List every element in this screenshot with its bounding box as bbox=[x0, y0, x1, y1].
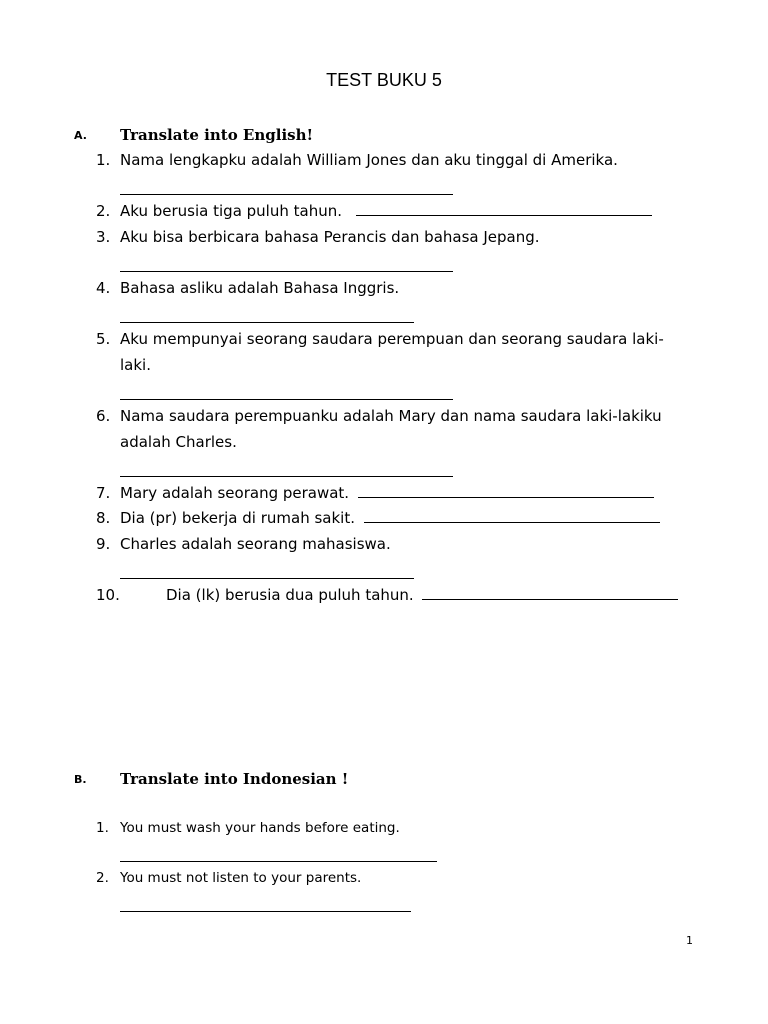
question-a5 bbox=[74, 327, 714, 404]
answer-line[interactable] bbox=[358, 483, 654, 498]
question-number: 5. bbox=[96, 330, 111, 349]
section-a-header bbox=[74, 126, 714, 148]
question-number: 6. bbox=[96, 406, 111, 425]
section-a-heading: Translate into English! bbox=[120, 126, 314, 144]
question-a1 bbox=[74, 148, 714, 199]
question-a3 bbox=[74, 225, 714, 276]
question-text: Dia (lk) berusia dua puluh tahun. bbox=[166, 586, 414, 605]
answer-line[interactable] bbox=[120, 911, 411, 912]
question-number: 7. bbox=[96, 483, 111, 502]
answer-line[interactable] bbox=[120, 194, 453, 195]
page-number: 1 bbox=[686, 934, 693, 947]
question-text: Nama lengkapku adalah William Jones dan aku tinggal di Amerika. bbox=[120, 151, 618, 169]
question-b1 bbox=[74, 816, 714, 866]
question-text: Nama saudara perempuanku adalah Mary dan nama saudara laki-lakiku adalah Charles. bbox=[120, 406, 662, 451]
answer-line[interactable] bbox=[356, 201, 652, 216]
answer-line[interactable] bbox=[364, 508, 660, 523]
question-text: Charles adalah seorang mahasiswa. bbox=[120, 534, 391, 553]
section-b-heading: Translate into Indonesian ! bbox=[120, 770, 349, 788]
answer-line[interactable] bbox=[120, 578, 414, 579]
question-text: You must not listen to your parents. bbox=[120, 870, 362, 886]
question-text: Dia (pr) bekerja di rumah sakit. bbox=[120, 509, 355, 528]
question-text: Mary adalah seorang perawat. bbox=[120, 483, 350, 502]
answer-line[interactable] bbox=[120, 476, 453, 477]
question-number: 9. bbox=[96, 534, 111, 553]
answer-line[interactable] bbox=[120, 322, 414, 323]
question-text: Aku bisa berbicara bahasa Perancis dan bahasa Jepang. bbox=[120, 227, 540, 246]
question-a8 bbox=[74, 506, 714, 532]
question-a7 bbox=[74, 481, 714, 507]
question-number: 1. bbox=[96, 820, 109, 836]
question-number: 10. bbox=[96, 586, 120, 605]
question-a9 bbox=[74, 532, 714, 583]
question-list-a bbox=[74, 148, 714, 609]
question-number: 4. bbox=[96, 278, 111, 297]
section-b bbox=[74, 770, 714, 916]
question-number: 8. bbox=[96, 509, 111, 528]
answer-line[interactable] bbox=[422, 585, 678, 600]
question-number: 2. bbox=[96, 202, 111, 221]
section-a bbox=[74, 126, 714, 609]
section-a-letter: A. bbox=[74, 129, 87, 142]
question-number: 2. bbox=[96, 870, 109, 886]
question-number: 1. bbox=[96, 151, 111, 169]
question-list-b bbox=[74, 816, 714, 916]
question-a4 bbox=[74, 276, 714, 327]
answer-line[interactable] bbox=[120, 271, 453, 272]
question-a6 bbox=[74, 404, 714, 481]
page-title: TEST BUKU 5 bbox=[326, 70, 442, 90]
question-b2 bbox=[74, 866, 714, 916]
question-text: Aku berusia tiga puluh tahun. bbox=[120, 202, 342, 221]
question-a10 bbox=[74, 583, 714, 609]
answer-line[interactable] bbox=[120, 399, 453, 400]
question-a2 bbox=[74, 199, 714, 225]
question-number: 3. bbox=[96, 227, 111, 246]
section-b-header bbox=[74, 770, 714, 816]
question-text: You must wash your hands before eating. bbox=[120, 820, 400, 836]
question-text: Bahasa asliku adalah Bahasa Inggris. bbox=[120, 278, 400, 297]
question-text: Aku mempunyai seorang saudara perempuan dan seorang saudara laki-laki. bbox=[120, 330, 664, 374]
answer-line[interactable] bbox=[120, 861, 437, 862]
section-b-letter: B. bbox=[74, 773, 87, 786]
